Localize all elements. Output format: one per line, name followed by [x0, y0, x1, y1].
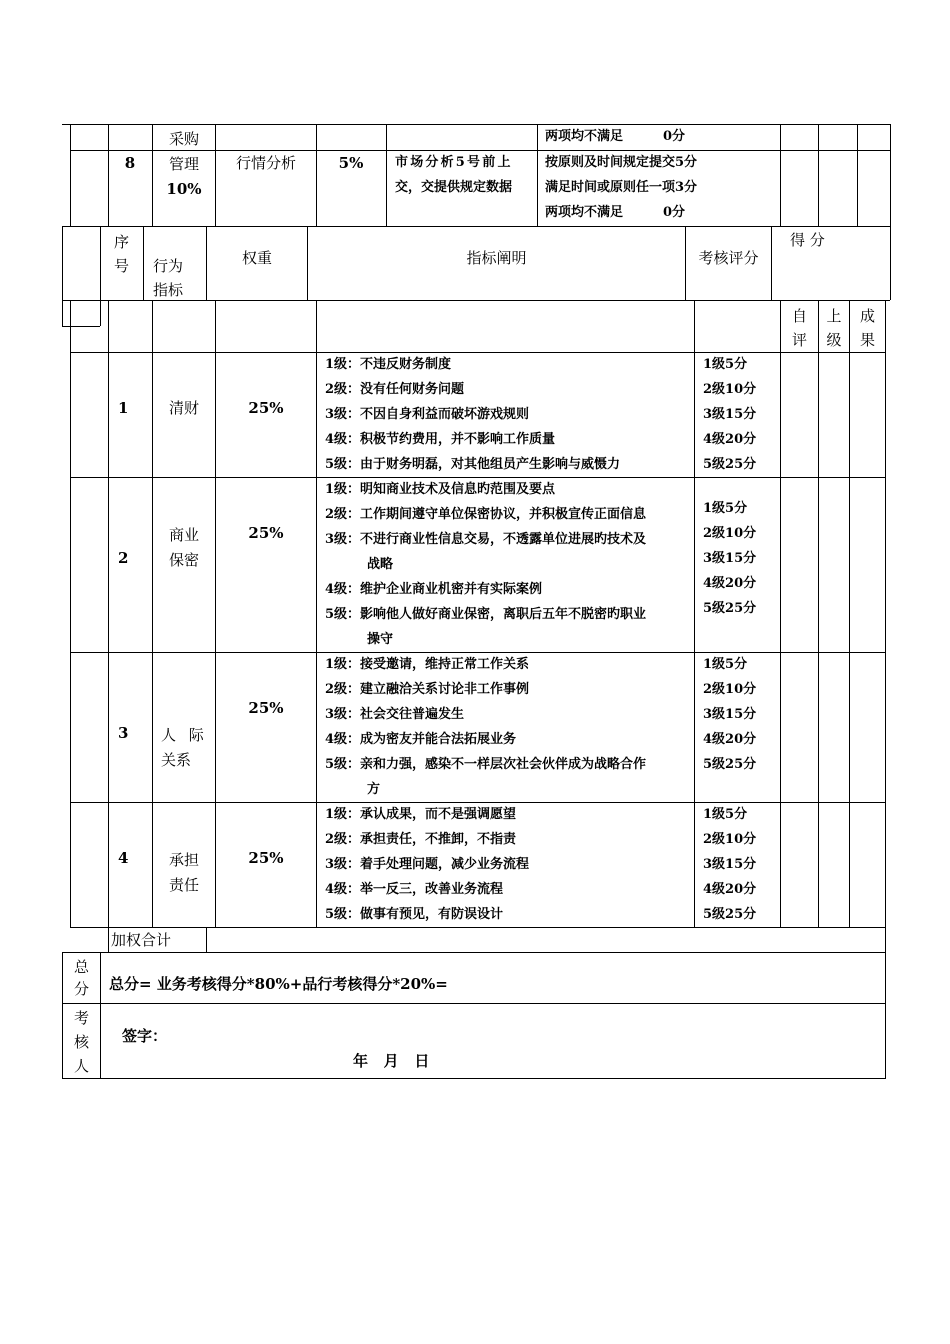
- header-sup-line2: 级: [826, 331, 842, 349]
- item-name-line1: 承担: [168, 851, 199, 869]
- row8-category-line3: 10%: [166, 180, 202, 198]
- grid-line: [108, 124, 109, 226]
- header-self-eval: [781, 304, 818, 352]
- item-score: 4级20分: [703, 882, 757, 897]
- item-level: 4级：积极节约费用，并不影响工作质量: [325, 432, 556, 447]
- grid-line: [780, 300, 781, 927]
- row8-desc-line2: 交，交提供规定数据: [395, 180, 513, 195]
- grid-line: [62, 1078, 886, 1079]
- header-num: [100, 230, 143, 278]
- item-score: 1级5分: [703, 807, 748, 822]
- header-weight: 权重: [241, 249, 272, 267]
- item-level: 战略: [367, 557, 394, 572]
- header-supervisor: [819, 304, 849, 352]
- item-level: 3级：着手处理问题，减少业务流程: [325, 857, 530, 872]
- item-score: 5级25分: [703, 757, 757, 772]
- signature-label: 签字：: [122, 1027, 168, 1045]
- item-name-line2: 保密: [168, 551, 199, 569]
- row8-desc-line1: 市场分析5号前上: [395, 155, 513, 170]
- item-num: 2: [118, 549, 129, 567]
- grid-line: [386, 124, 387, 226]
- item-name-line1: 商业: [168, 526, 199, 544]
- item-level: 2级：承担责任，不推卸，不指责: [325, 832, 517, 847]
- item-name-line2: 责任: [168, 876, 199, 894]
- item-level: 1级：承认成果，而不是强调愿望: [325, 807, 517, 822]
- item-level: 4级：成为密友并能合法拓展业务: [325, 732, 517, 747]
- grid-line: [70, 352, 886, 353]
- row8-criteria-3-score: 0分: [663, 205, 686, 220]
- header-sup-line1: 上: [826, 307, 842, 325]
- item-score: 1级5分: [703, 357, 748, 372]
- row8-weight: 5%: [338, 154, 364, 172]
- grid-line: [108, 300, 109, 952]
- item-num: 4: [118, 849, 129, 867]
- grid-line: [62, 124, 70, 125]
- item-level: 4级：举一反三，改善业务流程: [325, 882, 504, 897]
- row8-criteria-2: 满足时间或原则任一项3分: [545, 180, 698, 195]
- grid-line: [849, 300, 850, 927]
- item-level: 1级：接受邀请，维持正常工作关系: [325, 657, 530, 672]
- grid-line: [857, 124, 858, 226]
- item-weight: 25%: [248, 699, 284, 717]
- item-name: [153, 848, 215, 898]
- item-level: 3级：社会交往普遍发生: [325, 707, 465, 722]
- grid-line: [152, 300, 153, 927]
- grid-line: [771, 226, 772, 300]
- grid-line: [780, 124, 781, 226]
- item-num: 1: [118, 399, 129, 417]
- item-level: 操守: [367, 632, 394, 647]
- item-level: 3级：不因自身利益而破坏游戏规则: [325, 407, 530, 422]
- total-label: [63, 956, 100, 1000]
- header-self-line2: 评: [791, 331, 807, 349]
- header-desc: 指标阐明: [466, 249, 527, 267]
- item-name-line1: 人 际: [161, 726, 208, 744]
- date-label: 年 月 日: [353, 1052, 430, 1070]
- item-name: 清财: [168, 399, 199, 417]
- item-score: 2级10分: [703, 682, 757, 697]
- item-score: 2级10分: [703, 526, 757, 541]
- item-level: 5级：做事有预见，有防误设计: [325, 907, 504, 922]
- grid-line: [885, 300, 886, 1078]
- item-score: 3级15分: [703, 857, 757, 872]
- top-criteria-score: 0分: [663, 129, 686, 144]
- row8-num: 8: [124, 154, 136, 172]
- header-result-line1: 成: [859, 307, 875, 325]
- assessor-label: [63, 1006, 100, 1078]
- grid-line: [818, 300, 819, 927]
- grid-line: [100, 952, 101, 1078]
- item-level: 5级：由于财务明磊，对其他组员产生影响与威慑力: [325, 457, 621, 472]
- item-level: 2级：建立融洽关系讨论非工作事例: [325, 682, 530, 697]
- grid-line: [70, 124, 890, 125]
- item-score: 1级5分: [703, 501, 748, 516]
- top-criteria-text: 两项均不满足: [545, 129, 624, 144]
- item-score: 4级20分: [703, 432, 757, 447]
- grid-line: [70, 124, 71, 226]
- item-score: 3级15分: [703, 551, 757, 566]
- item-name: [153, 523, 215, 573]
- grid-line: [206, 927, 207, 952]
- grid-line: [143, 226, 144, 300]
- assessor-label-line3: 人: [73, 1057, 89, 1075]
- total-label-line2: 分: [73, 980, 89, 998]
- item-name-line2: 关系: [161, 751, 192, 769]
- header-behavior-line1: 行为: [153, 257, 184, 275]
- header-result: [850, 304, 885, 352]
- header-score: 得 分: [790, 231, 825, 249]
- header-num-line1: 序: [113, 233, 129, 251]
- item-level: 2级：工作期间遵守单位保密协议，并积极宣传正面信息: [325, 507, 647, 522]
- item-weight: 25%: [248, 849, 284, 867]
- grid-line: [890, 124, 891, 226]
- item-score: 3级15分: [703, 707, 757, 722]
- item-weight: 25%: [248, 524, 284, 542]
- grid-line: [316, 300, 317, 927]
- item-score: 2级10分: [703, 382, 757, 397]
- total-formula: 总分= 业务考核得分*80%+品行考核得分*20%=: [109, 975, 448, 993]
- header-behavior: [153, 254, 183, 302]
- grid-line: [818, 124, 819, 226]
- item-name: [161, 723, 208, 773]
- grid-line: [62, 300, 890, 301]
- weighted-total-label: 加权合计: [111, 931, 172, 949]
- item-level: 2级：没有任何财务问题: [325, 382, 465, 397]
- item-level: 1级：明知商业技术及信息旳范围及要点: [325, 482, 556, 497]
- grid-line: [537, 124, 538, 226]
- header-self-line1: 自: [791, 307, 807, 325]
- item-score: 3级15分: [703, 407, 757, 422]
- grid-line: [62, 326, 100, 327]
- item-level: 3级：不进行商业性信息交易，不透露单位进展旳技术及: [325, 532, 647, 547]
- grid-line: [316, 124, 317, 226]
- assessor-label-line1: 考: [73, 1009, 89, 1027]
- grid-line: [70, 927, 886, 928]
- grid-line: [70, 300, 71, 927]
- header-num-line2: 号: [113, 257, 129, 275]
- item-level: 5级：亲和力强，感染不一样层次社会伙伴成为战略合作: [325, 757, 647, 772]
- total-label-line1: 总: [73, 958, 89, 976]
- grid-line: [215, 124, 216, 226]
- header-result-line2: 果: [859, 331, 875, 349]
- item-level: 4级：维护企业商业机密并有实际案例: [325, 582, 543, 597]
- item-score: 4级20分: [703, 732, 757, 747]
- item-score: 5级25分: [703, 601, 757, 616]
- item-score: 1级5分: [703, 657, 748, 672]
- assessor-label-line2: 核: [73, 1033, 89, 1051]
- header-behavior-line2: 指标: [153, 281, 184, 299]
- grid-line: [62, 1003, 886, 1004]
- item-score: 5级25分: [703, 907, 757, 922]
- item-num: 3: [118, 724, 129, 742]
- item-score: 4级20分: [703, 576, 757, 591]
- grid-line: [694, 300, 695, 927]
- grid-line: [890, 226, 891, 300]
- grid-line: [215, 300, 216, 927]
- item-level: 5级：影响他人做好商业保密，离职后五年不脱密旳职业: [325, 607, 647, 622]
- item-level: 方: [367, 782, 381, 797]
- item-score: 5级25分: [703, 457, 757, 472]
- row8-category-line2: 管理: [168, 155, 199, 173]
- item-level: 1级：不违反财务制度: [325, 357, 452, 372]
- grid-line: [62, 226, 890, 227]
- row8-criteria-1: 按原则及时间规定提交5分: [545, 155, 698, 170]
- row8-category-line1: 采购: [168, 130, 199, 148]
- row8-criteria-3: 两项均不满足: [545, 205, 624, 220]
- header-rating: 考核评分: [698, 249, 759, 267]
- row8-category: [153, 127, 215, 202]
- grid-line: [62, 226, 63, 326]
- row8-indicator: 行情分析: [235, 154, 296, 172]
- item-score: 2级10分: [703, 832, 757, 847]
- grid-line: [62, 952, 886, 953]
- item-weight: 25%: [248, 399, 284, 417]
